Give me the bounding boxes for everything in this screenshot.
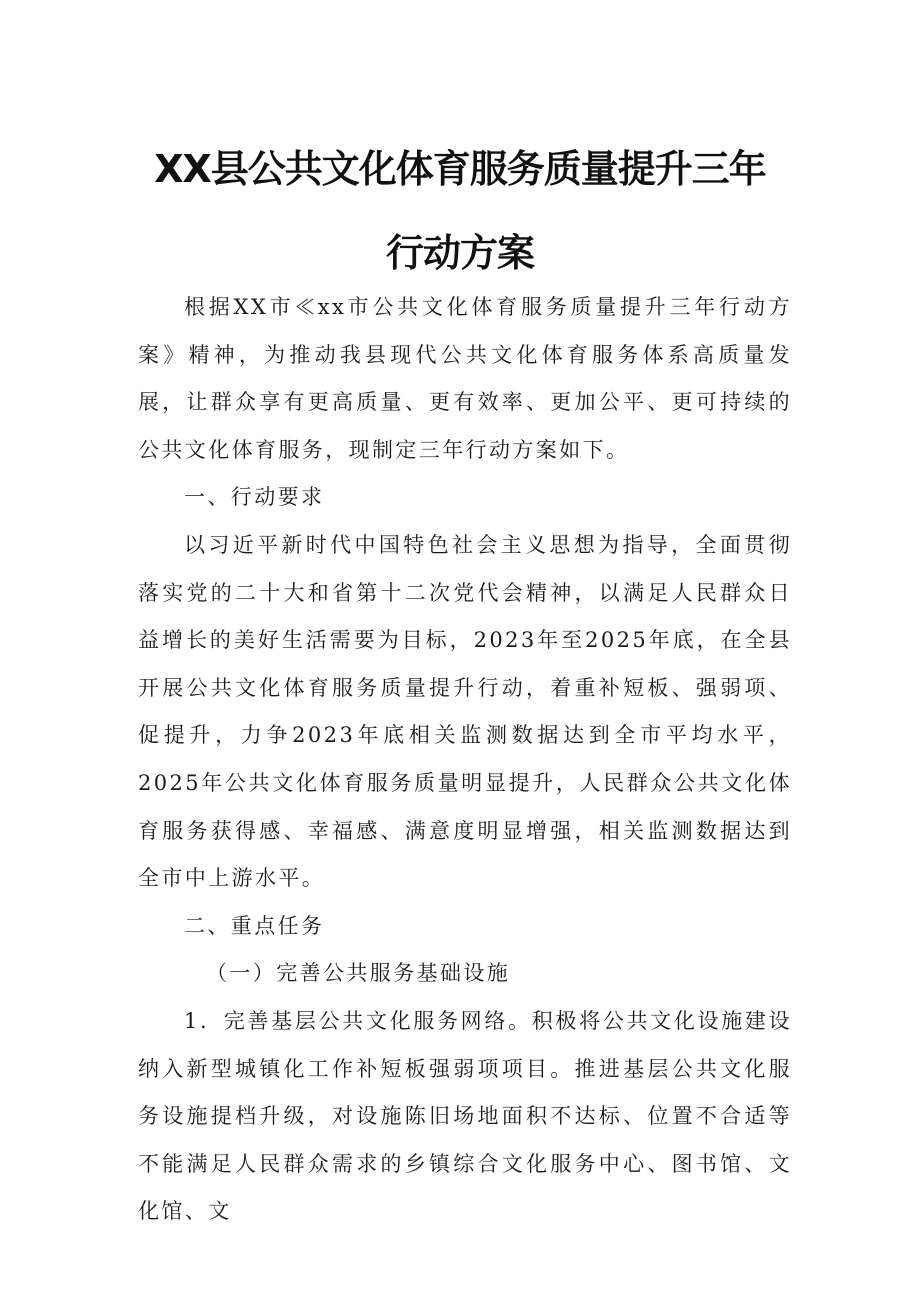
- task-1-paragraph: 1．完善基层公共文化服务网络。积极将公共文化设施建设纳入新型城镇化工作补短板强弱项项目。推进基层公共文化服务设施提档升级，对设施陈旧场地面积不达标、位置不合适等不能满足人民群众需求的乡镇综合文化服务中心、图书馆、文化馆、文: [138, 1008, 792, 1224]
- document-title-line-1: XX县公共文化体育服务质量提升三年: [154, 147, 766, 191]
- document-title-line-2: 行动方案: [385, 231, 534, 275]
- section-heading-key-tasks: 二、重点任务: [184, 913, 325, 938]
- subsection-heading-infrastructure: （一）完善公共服务基础设施: [206, 961, 511, 986]
- intro-paragraph: 根据XX市≪xx市公共文化体育服务质量提升三年行动方案》精神，为推动我县现代公共文化体育服务体系高质量发展，让群众享有更高质量、更有效率、更加公平、更可持续的公共文化体育服务，现制定三年行动方案如下。: [138, 295, 792, 462]
- section-heading-action-requirements: 一、行动要求: [184, 485, 325, 510]
- action-requirements-paragraph: 以习近平新时代中国特色社会主义思想为指导，全面贯彻落实党的二十大和省第十二次党代会精神，以满足人民群众日益增长的美好生活需要为目标，2023年至2025年底，在全县开展公共文化体育服务质量提升行动，着重补短板、强弱项、促提升，力争2023年底相关监测数据达到全市平均水平，2025年公共文化体育服务质量明显提升，人民群众公共文化体育服务获得感、幸福感、满意度明显增强，相关监测数据达到全市中上游水平。: [138, 532, 792, 891]
- document-body: [138, 284, 792, 1236]
